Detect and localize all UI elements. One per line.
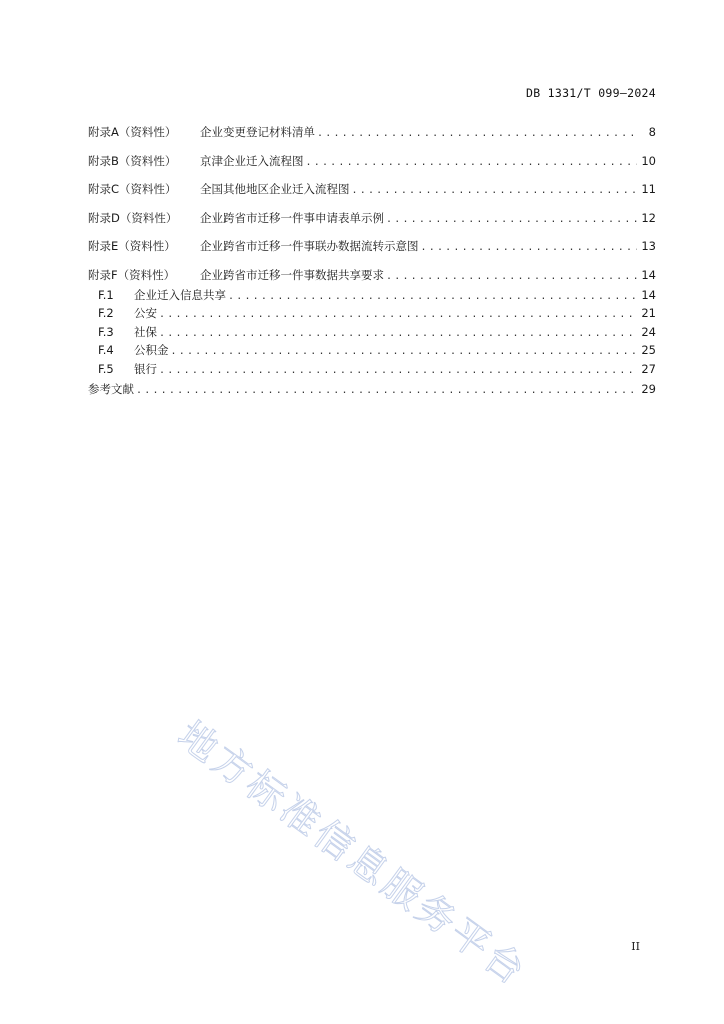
toc-entry-title: 企业跨省市迁移一件事数据共享要求 <box>200 267 384 282</box>
toc-entry-references[interactable] <box>88 381 656 401</box>
toc-entry-page: 8 <box>648 125 656 139</box>
toc-entry-title: 京津企业迁入流程图 <box>200 153 304 168</box>
toc-dot-leader <box>136 383 637 399</box>
toc-entry-appendix-d[interactable] <box>88 208 656 237</box>
toc-subentry-title: 公积金 <box>134 343 169 357</box>
toc-entry-label: 附录F（资料性） <box>88 267 176 282</box>
toc-entry-title: 企业跨省市迁移一件事联办数据流转示意图 <box>200 239 419 253</box>
toc-entry-appendix-b[interactable] <box>88 151 656 180</box>
toc-subentry-label: F.1 <box>98 287 114 302</box>
toc-entry-page: 12 <box>641 210 656 225</box>
toc-subentry-f3[interactable] <box>88 324 656 343</box>
toc-subentry-label: F.4 <box>98 343 114 357</box>
toc-entry-page: 11 <box>641 182 656 196</box>
toc-dot-leader <box>386 267 637 287</box>
toc-subentry-label: F.5 <box>98 361 114 376</box>
toc-subentry-f1[interactable] <box>88 287 656 306</box>
toc-subentry-page: 25 <box>641 343 656 357</box>
toc-entry-page: 14 <box>641 267 656 282</box>
toc-subentry-label: F.2 <box>98 306 114 320</box>
toc-entry-title: 全国其他地区企业迁入流程图 <box>200 182 350 196</box>
toc-subentry-page: 21 <box>641 306 656 320</box>
toc-subentry-title: 银行 <box>134 361 157 376</box>
toc-subentry-page: 14 <box>641 287 656 302</box>
toc-entry-appendix-e[interactable] <box>88 236 656 265</box>
toc-dot-leader <box>352 181 638 201</box>
toc-entry-appendix-a[interactable] <box>88 122 656 151</box>
toc-entry-label: 附录D（资料性） <box>88 210 178 225</box>
toc-dot-leader <box>159 307 637 323</box>
toc-dot-leader <box>317 124 640 144</box>
document-code: DB 1331/T 099—2024 <box>525 86 656 100</box>
table-of-contents <box>88 122 656 401</box>
toc-dot-leader <box>421 238 638 258</box>
toc-entry-appendix-c[interactable] <box>88 179 656 208</box>
toc-subentry-title: 公安 <box>134 306 157 320</box>
toc-dot-leader <box>306 153 638 173</box>
watermark-text: 地方标准信息服务平台 <box>170 712 536 996</box>
toc-entry-label: 附录C（资料性） <box>88 182 177 196</box>
toc-entry-page: 13 <box>641 239 656 253</box>
toc-dot-leader <box>159 363 637 379</box>
toc-dot-leader <box>171 344 638 360</box>
toc-subentry-label: F.3 <box>98 324 114 339</box>
toc-entry-title: 企业变更登记材料清单 <box>200 125 315 139</box>
toc-dot-leader <box>228 289 637 305</box>
toc-subentry-title: 企业迁入信息共享 <box>134 287 226 302</box>
toc-subentry-title: 社保 <box>134 324 157 339</box>
toc-subentry-page: 24 <box>641 324 656 339</box>
toc-subentry-f4[interactable] <box>88 342 656 361</box>
toc-entry-title: 企业跨省市迁移一件事申请表单示例 <box>200 210 384 225</box>
toc-entry-label: 附录E（资料性） <box>88 239 176 253</box>
toc-dot-leader <box>159 326 637 342</box>
toc-entry-page: 29 <box>641 382 656 396</box>
toc-subentry-f2[interactable] <box>88 305 656 324</box>
toc-entry-label: 附录A（资料性） <box>88 125 177 139</box>
toc-subentry-f5[interactable] <box>88 361 656 380</box>
toc-entry-appendix-f[interactable] <box>88 265 656 287</box>
toc-entry-title: 参考文献 <box>88 382 134 396</box>
toc-subentry-page: 27 <box>641 361 656 376</box>
toc-dot-leader <box>386 210 637 230</box>
toc-entry-page: 10 <box>641 153 656 168</box>
page-number: II <box>631 940 640 953</box>
toc-entry-label: 附录B（资料性） <box>88 153 177 168</box>
